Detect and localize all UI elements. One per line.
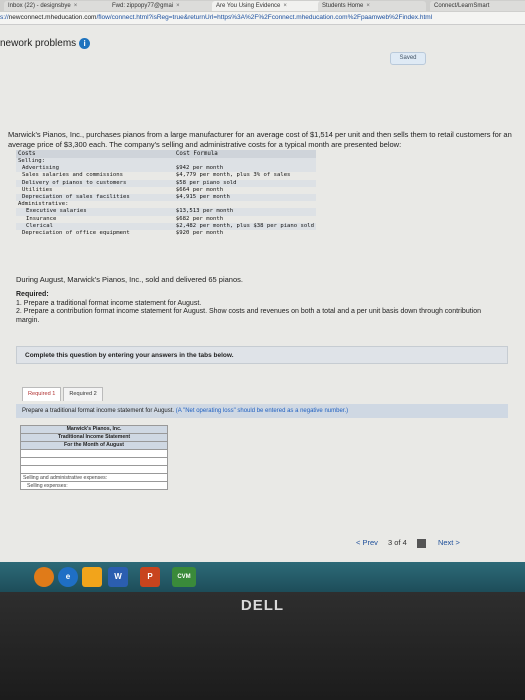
required-title: Required:: [16, 291, 49, 298]
problem-intro: Marwick's Pianos, Inc., purchases pianos from a large manufacturer for an average cost of $1,514 per unit and then sells them to retail customers for an average price of $3,300 each. The company's selling and administrative costs for a typical month are presented below:: [8, 130, 512, 149]
prev-button[interactable]: < Prev: [356, 538, 378, 547]
close-icon[interactable]: ×: [176, 3, 180, 9]
close-icon[interactable]: ×: [73, 3, 78, 9]
page-title: [0, 38, 90, 49]
tab-connect[interactable]: [430, 1, 525, 11]
answer-tabs: [22, 382, 105, 396]
tab-label: Students Home: [322, 3, 364, 9]
tab-required-2[interactable]: Required 2: [63, 387, 102, 401]
statement-period: For the Month of August: [21, 442, 168, 450]
tab-inbox[interactable]: [4, 1, 112, 11]
prompt-bar: [16, 404, 508, 418]
info-icon[interactable]: i: [79, 38, 90, 49]
grid-icon[interactable]: [417, 539, 426, 548]
cost-formula: $58 per piano sold: [174, 180, 316, 187]
cost-formula: $4,779 per month, plus 3% of sales: [175, 172, 291, 179]
pagination: [356, 538, 460, 548]
tab-label: Inbox (22) - designsbye: [8, 3, 71, 9]
url-path: /flow/connect.html?isReg=true&returnUrl=https%3A%2F%2Fconnect.mheducation.com%2Fpaamweb%2Findex.html: [96, 14, 433, 21]
chrome-icon[interactable]: [34, 567, 54, 587]
next-button[interactable]: Next >: [437, 538, 460, 547]
taskbar: [0, 562, 525, 592]
tab-label: Fwd: zippopy77@gmai: [112, 3, 174, 9]
address-bar[interactable]: [0, 12, 525, 25]
tab-label: Connect/LearnSmart: [434, 3, 490, 9]
cost-item: Executive salaries: [16, 208, 174, 215]
tab-required-1[interactable]: Required 1: [22, 387, 61, 401]
tab-fwd[interactable]: [108, 1, 216, 11]
section-admin: Administrative:: [18, 201, 69, 208]
cost-formula: $942 per month: [174, 165, 316, 172]
powerpoint-icon[interactable]: P: [140, 567, 160, 587]
cost-item: Delivery of pianos to customers: [16, 180, 174, 187]
page-indicator: 3 of 4: [387, 538, 407, 547]
col-formula: Cost Formula: [174, 150, 316, 158]
required-item-1: 1. Prepare a traditional format income statement for August.: [16, 299, 202, 307]
cost-formula: $4,915 per month: [174, 194, 316, 201]
section-selling: Selling:: [16, 158, 174, 165]
cost-item: Insurance: [26, 215, 57, 222]
statement-input-cell[interactable]: [21, 466, 168, 474]
ie-icon[interactable]: e: [58, 567, 78, 587]
word-icon[interactable]: W: [108, 567, 128, 587]
close-icon[interactable]: ×: [366, 3, 370, 9]
prompt-text: Prepare a traditional format income statement for August.: [22, 408, 175, 414]
instructions-box: Complete this question by entering your answers in the tabs below.: [16, 346, 508, 364]
statement-input-cell[interactable]: [21, 458, 168, 466]
statement-row-sga: Selling and administrative expenses:: [21, 474, 168, 482]
cost-item: Clerical: [16, 223, 174, 230]
required-item-2: 2. Prepare a contribution format income statement for August. Show costs and revenues on both a total and a per unit basis down through contribution margin.: [16, 308, 482, 324]
costs-table: [16, 150, 316, 237]
page-title-text: nework problems: [0, 38, 77, 50]
cost-item: Depreciation of office equipment: [22, 230, 130, 237]
sold-statement: During August, Marwick's Pianos, Inc., sold and delivered 65 pianos.: [16, 275, 243, 284]
url-domain: newconnect.mheducation.com: [8, 14, 97, 21]
cost-formula: $920 per month: [175, 230, 224, 237]
saved-button[interactable]: Saved: [390, 52, 426, 65]
cost-item: Sales salaries and commissions: [22, 172, 124, 179]
cost-formula: $682 per month: [175, 215, 224, 222]
cost-formula: $664 per month: [175, 186, 224, 193]
col-costs: Costs: [16, 150, 174, 158]
tab-evidence[interactable]: [212, 1, 322, 11]
dell-logo: DELL: [240, 597, 285, 614]
statement-input-cell[interactable]: [21, 450, 168, 458]
tab-label: Are You Using Evidence: [216, 3, 281, 9]
tab-students-home[interactable]: [318, 1, 426, 11]
folder-icon[interactable]: [82, 567, 102, 587]
statement-company: Marwick's Pianos, Inc.: [21, 426, 168, 434]
close-icon[interactable]: ×: [283, 3, 287, 9]
url-prefix: s://: [0, 14, 9, 21]
required-section: [16, 291, 506, 325]
cost-item: Depreciation of sales facilities: [16, 194, 174, 201]
cost-formula: $13,513 per month: [174, 208, 316, 215]
cost-item: Advertising: [16, 165, 174, 172]
cost-item: Utilities: [22, 186, 53, 193]
costs-table-header: [16, 150, 316, 158]
cost-formula: $2,482 per month, plus $38 per piano sold: [175, 222, 314, 229]
income-statement-table: [20, 425, 168, 490]
statement-row-selling: Selling expenses:: [21, 482, 168, 490]
browser-tab-bar: [0, 0, 525, 12]
statement-title: Traditional Income Statement: [21, 434, 168, 442]
cvm-icon[interactable]: CVM: [172, 567, 196, 587]
prompt-note: (A "Net operating loss" should be entered as a negative number.): [175, 408, 349, 414]
